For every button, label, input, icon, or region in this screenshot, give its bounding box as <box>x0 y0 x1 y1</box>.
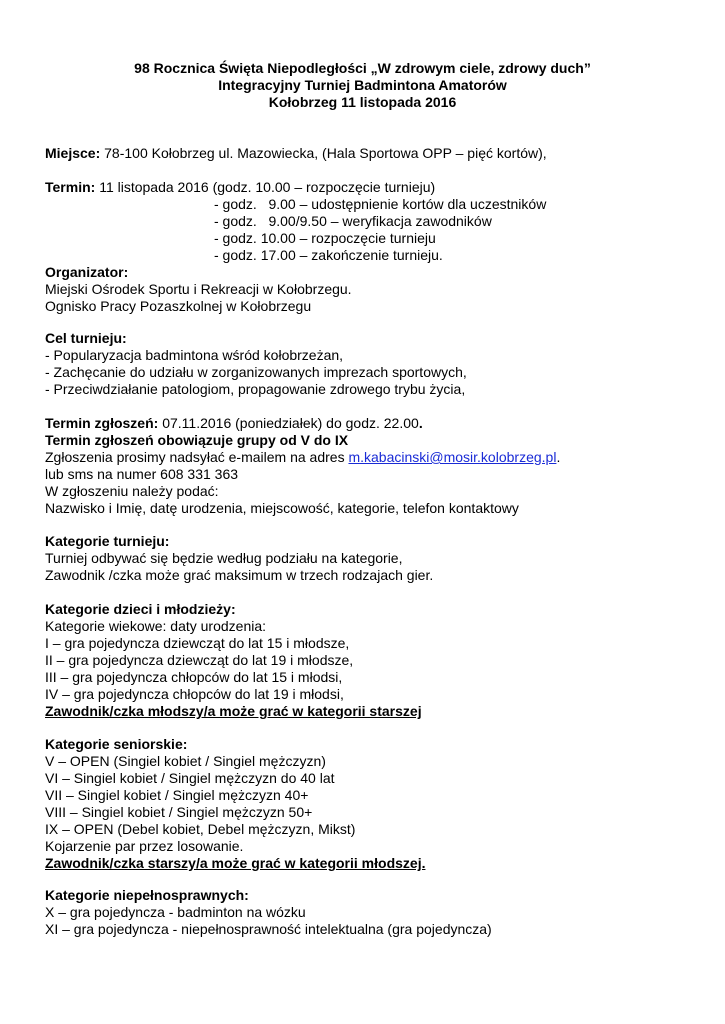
termin-label: Termin: <box>45 179 96 195</box>
section-kategorie-dzieci <box>45 601 685 720</box>
kategorie-seniorskie-label: Kategorie seniorskie: <box>45 736 188 752</box>
kategorie-seniorskie-line: VII – Singiel kobiet / Singiel mężczyzn 40+ <box>45 787 309 803</box>
kategorie-niepelnosprawnych-line: XI – gra pojedyncza - niepełnosprawność intelektualna (gra pojedyncza) <box>45 921 492 937</box>
section-kategorie-niepelnosprawnych <box>45 887 685 938</box>
zgloszenia-podac: W zgłoszeniu należy podać: <box>45 483 219 499</box>
kategorie-turnieju-label: Kategorie turnieju: <box>45 533 170 549</box>
kategorie-seniorskie-line: VI – Singiel kobiet / Singiel mężczyzn do 40 lat <box>45 770 335 786</box>
email-link[interactable]: m.kabacinski@mosir.kolobrzeg.pl <box>348 449 557 465</box>
kategorie-dzieci-note: Zawodnik/czka młodszy/a może grać w kategorii starszej <box>45 703 422 719</box>
header-line-date: Kołobrzeg 11 listopada 2016 <box>268 94 457 110</box>
zgloszenia-sms: lub sms na numer 608 331 363 <box>45 466 239 482</box>
zgloszenia-label: Termin zgłoszeń: <box>45 415 159 431</box>
zgloszenia-dot: . <box>418 415 423 431</box>
kategorie-dzieci-label: Kategorie dzieci i młodzieży: <box>45 601 236 617</box>
organizator-line: Miejski Ośrodek Sportu i Rekreacji w Kołobrzegu. <box>45 281 352 297</box>
termin-item: - godz. 10.00 – rozpoczęcie turnieju <box>214 230 436 246</box>
kategorie-dzieci-line: IV – gra pojedyncza chłopców do lat 19 i młodsi, <box>45 686 344 702</box>
header-line-anniversary: 98 Rocznica Święta Niepodległości „W zdrowym ciele, zdrowy duch” <box>134 60 591 76</box>
zgloszenia-dane: Nazwisko i Imię, datę urodzenia, miejscowość, kategorie, telefon kontaktowy <box>45 500 519 516</box>
cel-label: Cel turnieju: <box>45 330 127 346</box>
zgloszenia-groups: Termin zgłoszeń obowiązuje grupy od V do IX <box>45 432 349 448</box>
zgloszenia-email-prefix: Zgłoszenia prosimy nadsyłać e-mailem na adres <box>45 449 349 465</box>
cel-line: - Zachęcanie do udziału w zorganizowanych imprezach sportowych, <box>45 364 467 380</box>
kategorie-seniorskie-line: VIII – Singiel kobiet / Singiel mężczyzn 50+ <box>45 804 313 820</box>
kategorie-seniorskie-line: IX – OPEN (Debel kobiet, Debel mężczyzn, Mikst) <box>45 821 356 837</box>
organizator-label: Organizator: <box>45 264 129 280</box>
kategorie-turnieju-line: Zawodnik /czka może grać maksimum w trzech rodzajach gier. <box>45 567 434 583</box>
termin-text: 11 listopada 2016 (godz. 10.00 – rozpoczęcie turnieju) <box>95 179 436 195</box>
cel-line: - Popularyzacja badmintona wśród kołobrzeżan, <box>45 347 344 363</box>
kategorie-seniorskie-note: Zawodnik/czka starszy/a może grać w kategorii młodszej. <box>45 855 426 871</box>
zgloszenia-email-suffix: . <box>556 449 561 465</box>
kategorie-niepelnosprawnych-line: X – gra pojedyncza - badminton na wózku <box>45 904 306 920</box>
kategorie-niepelnosprawnych-label: Kategorie niepełnosprawnych: <box>45 887 249 903</box>
kategorie-turnieju-line: Turniej odbywać się będzie według podziału na kategorie, <box>45 550 403 566</box>
cel-line: - Przeciwdziałanie patologiom, propagowanie zdrowego trybu życia, <box>45 381 466 397</box>
organizator-line: Ognisko Pracy Pozaszkolnej w Kołobrzegu <box>45 298 312 314</box>
section-miejsce <box>45 145 685 162</box>
header-line-tournament: Integracyjny Turniej Badmintona Amatorów <box>218 77 507 93</box>
kategorie-dzieci-line: I – gra pojedyncza dziewcząt do lat 15 i młodsze, <box>45 635 350 651</box>
termin-item: - godz. 17.00 – zakończenie turnieju. <box>214 247 443 263</box>
document-header <box>0 60 725 111</box>
kategorie-seniorskie-line: Kojarzenie par przez losowanie. <box>45 838 244 854</box>
termin-item: - godz. 9.00 – udostępnienie kortów dla uczestników <box>214 196 547 212</box>
kategorie-dzieci-line: II – gra pojedyncza dziewcząt do lat 19 i młodsze, <box>45 652 354 668</box>
kategorie-dzieci-line: Kategorie wiekowe: daty urodzenia: <box>45 618 267 634</box>
section-cel <box>45 330 685 398</box>
miejsce-label: Miejsce: <box>45 145 101 161</box>
section-zgloszenia <box>45 415 685 517</box>
kategorie-seniorskie-line: V – OPEN (Singiel kobiet / Singiel mężczyzn) <box>45 753 326 769</box>
miejsce-text: 78-100 Kołobrzeg ul. Mazowiecka, (Hala Sportowa OPP – pięć kortów), <box>100 145 547 161</box>
section-termin <box>45 179 685 315</box>
zgloszenia-text: 07.11.2016 (poniedziałek) do godz. 22.00 <box>158 415 419 431</box>
kategorie-dzieci-line: III – gra pojedyncza chłopców do lat 15 i młodsi, <box>45 669 343 685</box>
section-kategorie-seniorskie <box>45 736 685 872</box>
termin-item: - godz. 9.00/9.50 – weryfikacja zawodników <box>214 213 492 229</box>
section-kategorie-turnieju <box>45 533 685 584</box>
